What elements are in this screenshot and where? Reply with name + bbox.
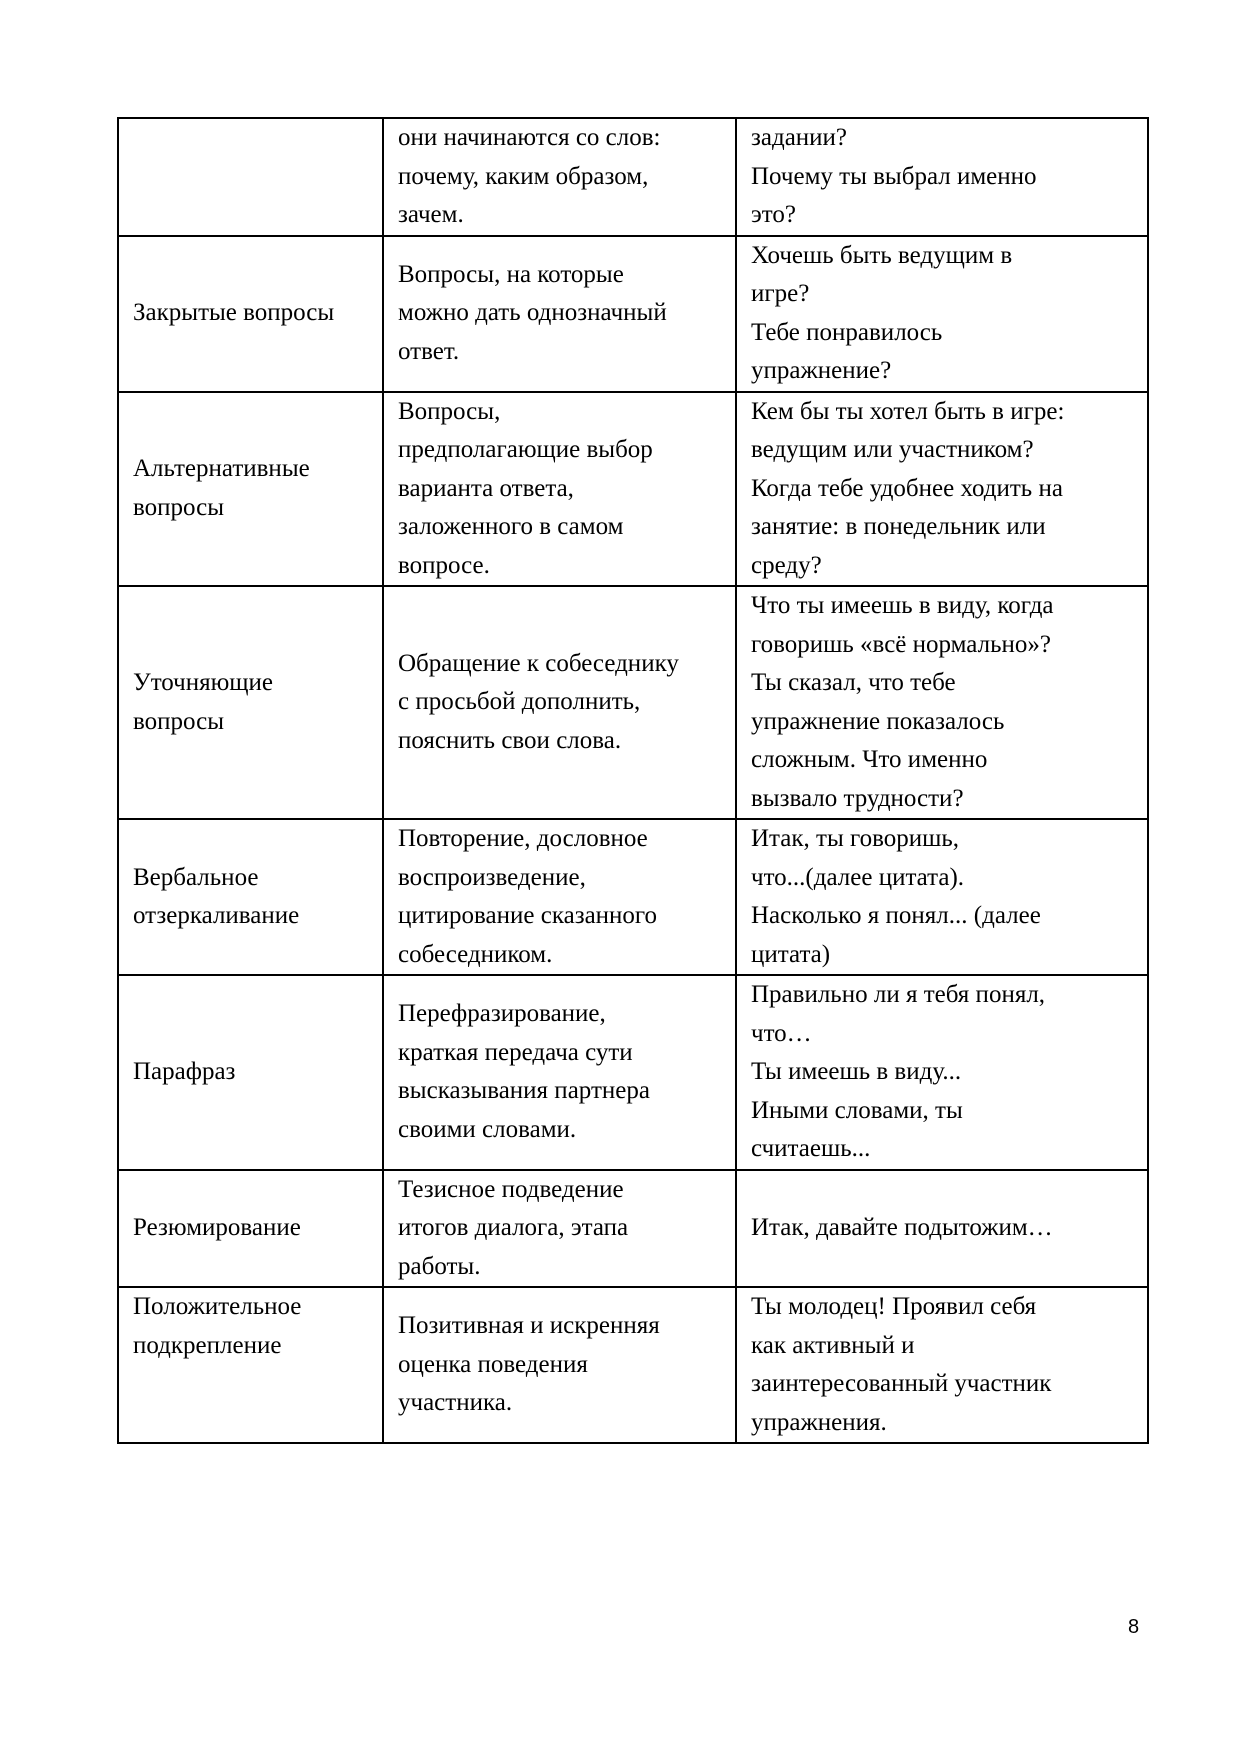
examples-cell: Итак, ты говоришь, что...(далее цитата). Насколько я понял... (далее цитата) (736, 819, 1148, 975)
table-row (118, 586, 1148, 819)
term-cell: Закрытые вопросы (118, 236, 383, 392)
term-cell: Вербальное отзеркаливание (118, 819, 383, 975)
examples-cell: Правильно ли я тебя понял, что… Ты имеешь в виду... Иными словами, ты считаешь... (736, 975, 1148, 1170)
table-row (118, 1287, 1148, 1443)
techniques-table (117, 117, 1149, 1444)
page-number: 8 (1128, 1616, 1140, 1638)
definition-cell: Вопросы, на которые можно дать однозначный ответ. (383, 236, 736, 392)
examples-cell: Кем бы ты хотел быть в игре: ведущим или участником? Когда тебе удобнее ходить на занятие: в понедельник или среду? (736, 392, 1148, 587)
definition-cell: они начинаются со слов: почему, каким образом, зачем. (383, 118, 736, 236)
definition-cell: Вопросы, предполагающие выбор варианта ответа, заложенного в самом вопросе. (383, 392, 736, 587)
examples-cell: Итак, давайте подытожим… (736, 1170, 1148, 1288)
table-row (118, 118, 1148, 236)
definition-cell: Перефразирование, краткая передача сути высказывания партнера своими словами. (383, 975, 736, 1170)
examples-cell: Что ты имеешь в виду, когда говоришь «всё нормально»? Ты сказал, что тебе упражнение показалось сложным. Что именно вызвало трудности? (736, 586, 1148, 819)
table-row (118, 819, 1148, 975)
definition-cell: Обращение к собеседнику с просьбой дополнить, пояснить свои слова. (383, 586, 736, 819)
table-row (118, 975, 1148, 1170)
examples-cell: Хочешь быть ведущим в игре? Тебе понравилось упражнение? (736, 236, 1148, 392)
term-cell (118, 118, 383, 236)
examples-cell: Ты молодец! Проявил себя как активный и заинтересованный участник упражнения. (736, 1287, 1148, 1443)
term-cell: Альтернативные вопросы (118, 392, 383, 587)
table-row (118, 392, 1148, 587)
table-row (118, 1170, 1148, 1288)
term-cell: Резюмирование (118, 1170, 383, 1288)
table-row (118, 236, 1148, 392)
examples-cell: задании? Почему ты выбрал именно это? (736, 118, 1148, 236)
definition-cell: Тезисное подведение итогов диалога, этапа работы. (383, 1170, 736, 1288)
definition-cell: Повторение, дословное воспроизведение, цитирование сказанного собеседником. (383, 819, 736, 975)
term-cell: Парафраз (118, 975, 383, 1170)
term-cell: Положительное подкрепление (118, 1287, 383, 1443)
definition-cell: Позитивная и искренняя оценка поведения участника. (383, 1287, 736, 1443)
term-cell: Уточняющие вопросы (118, 586, 383, 819)
